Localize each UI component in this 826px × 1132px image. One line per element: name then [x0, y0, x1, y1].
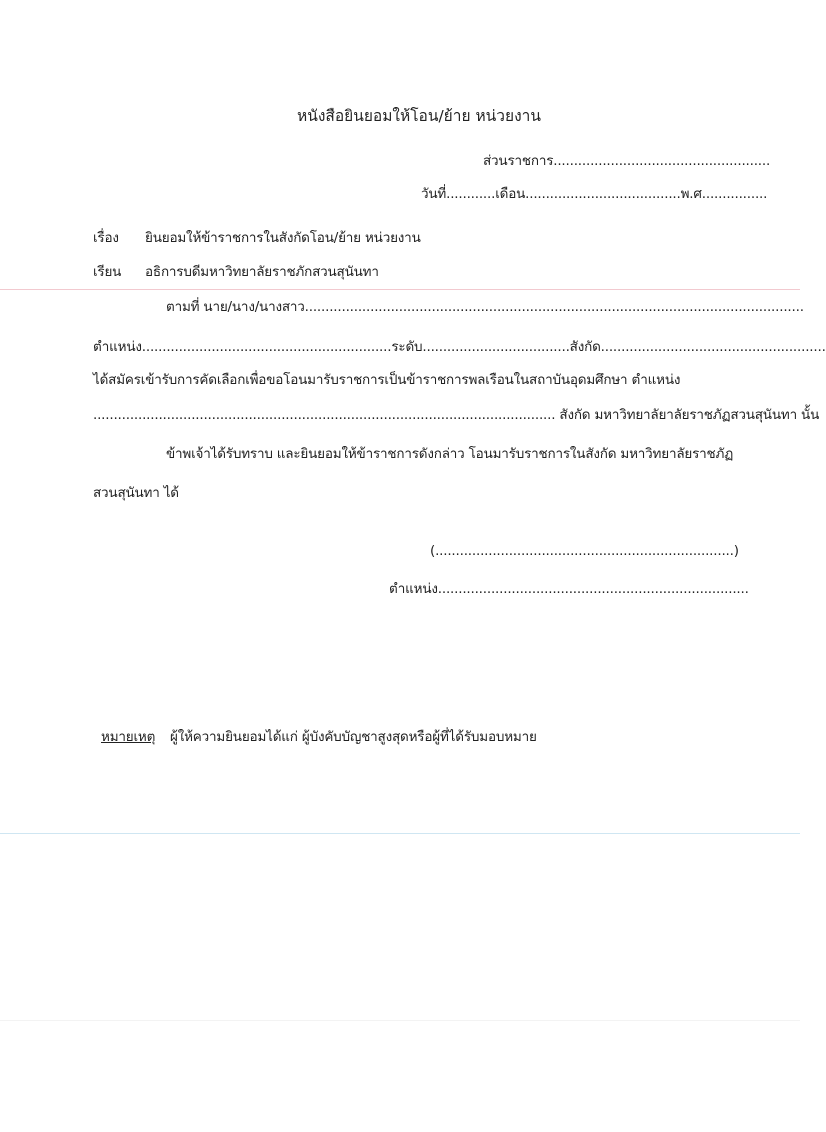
date-line — [421, 184, 767, 204]
subject-text: ยินยอมให้ข้าราชการในสังกัดโอน/ย้าย หน่วยงาน — [145, 230, 421, 246]
year-field: พ.ศ................ — [680, 186, 768, 202]
note-text: ผู้ให้ความยินยอมได้แก่ ผู้บังคับบัญชาสูงสุดหรือผู้ที่ได้รับมอบหมาย — [170, 729, 537, 745]
body-line-consent-end: สวนสุนันทา ได้ — [93, 485, 179, 501]
date-field: วันที่............ — [421, 186, 496, 202]
level-field: ระดับ.................................... — [391, 339, 570, 355]
scan-artifact-line — [0, 833, 800, 834]
signature-position-field: ตำแหน่ง............................................................................ — [389, 581, 749, 597]
body-line-affiliation: ................................................................................................................. สังกัด มหาวิทยาลัยาลัยราชภัฏสวนสุนันทา นั้น — [93, 407, 820, 423]
signature-name-field: (.........................................................................) — [430, 543, 739, 559]
agency-field: ส่วนราชการ..................................................... — [483, 153, 771, 169]
scan-artifact-line — [0, 1020, 800, 1021]
body-line-consent: ข้าพเจ้าได้รับทราบ และยินยอมให้ข้าราชการดังกล่าว โอนมารับราชการในสังกัด มหาวิทยาลัยราชภัฏ — [166, 446, 734, 462]
body-line-name: ตามที่ นาย/นาง/นางสาว.......................................................................................................................... — [166, 299, 804, 315]
affiliation-field: สังกัด....................................................... — [569, 339, 826, 355]
document-title: หนังสือยินยอมให้โอน/ย้าย หน่วยงาน — [297, 107, 541, 125]
note-label: หมายเหตุ — [101, 729, 156, 745]
month-field: เดือน...................................... — [495, 186, 681, 202]
recipient-label: เรียน — [93, 264, 122, 280]
subject-label: เรื่อง — [93, 230, 119, 246]
recipient-text: อธิการบดีมหาวิทยาลัยราชภักสวนสุนันทา — [145, 264, 379, 280]
scan-artifact-line — [0, 289, 800, 290]
body-line-application: ได้สมัครเข้ารับการคัดเลือกเพื่อขอโอนมารับราชการเป็นข้าราชการพลเรือนในสถาบันอุดมศึกษา ตำแหน่ง — [93, 372, 681, 388]
position-field: ตำแหน่ง............................................................. — [93, 339, 392, 355]
body-line-position — [93, 337, 826, 357]
